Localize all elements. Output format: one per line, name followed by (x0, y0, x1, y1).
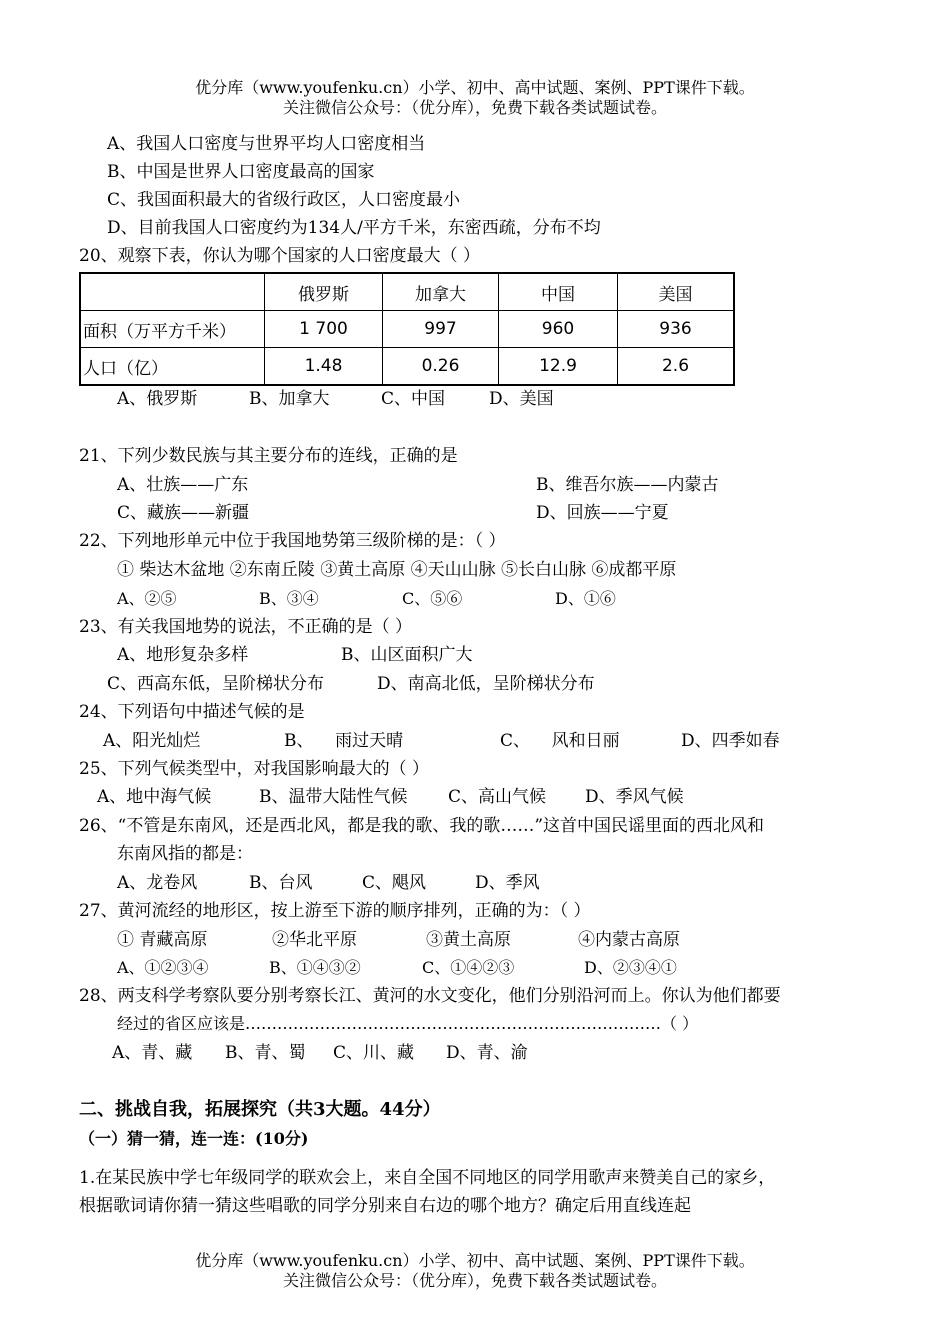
q22-option-b: B、③④ (259, 589, 319, 608)
q28-option-b: B、青、蜀 (225, 1043, 306, 1063)
q21-option-c: C、藏族——新疆 (117, 503, 250, 523)
q22-option-c: C、⑤⑥ (402, 589, 463, 608)
q27-stem: 27、黄河流经的地形区，按上游至下游的顺序排列，正确的为：（ ） (79, 901, 591, 921)
section2-paragraph-line1: 1.在某民族中学七年级同学的联欢会上，来自全国不同地区的同学用歌声来赞美自己的家乡， (79, 1168, 776, 1188)
section2-subtitle: （一）猜一猜，连一连：(10分) (79, 1129, 309, 1148)
table-cell: 12.9 (499, 348, 618, 386)
section2-paragraph-line2: 根据歌词请你猜一猜这些唱歌的同学分别来自右边的哪个地方？确定后用直线连起 (79, 1196, 691, 1216)
q24-option-b: B、 雨过天晴 (284, 731, 404, 751)
q25-stem: 25、下列气候类型中，对我国影响最大的（ ） (79, 759, 430, 779)
page-footer-line2: 关注微信公众号：（优分库），免费下载各类试题试卷。 (282, 1271, 667, 1290)
table-cell: 960 (499, 311, 618, 348)
q28-option-a: A、青、藏 (112, 1043, 193, 1063)
q28-option-c: C、川、藏 (333, 1043, 415, 1063)
q21-option-a: A、壮族——广东 (117, 475, 249, 495)
q28-stem-line1: 28、两支科学考察队要分别考察长江、黄河的水文变化，他们分别沿河而上。你认为他们都要 (79, 986, 781, 1006)
q24-option-a: A、阳光灿烂 (103, 731, 201, 751)
q25-option-c: C、高山气候 (448, 787, 547, 807)
q27-item-1: ① 青藏高原 (117, 930, 208, 950)
q19-option-d: D、目前我国人口密度约为134人/平方千米，东密西疏，分布不均 (107, 218, 601, 238)
q22-option-a: A、②⑤ (117, 589, 177, 608)
page-header-line1: 优分库（www.youfenku.cn）小学、初中、高中试题、案例、PPT课件下载。 (195, 78, 755, 97)
q26-option-b: B、台风 (249, 873, 313, 893)
table-cell: 997 (383, 311, 499, 348)
q20-option-b: B、加拿大 (249, 389, 330, 409)
q19-option-c: C、我国面积最大的省级行政区，人口密度最小 (107, 190, 461, 210)
q27-item-4: ④内蒙古高原 (578, 930, 680, 950)
population-table (79, 272, 735, 386)
table-cell: 936 (618, 311, 735, 348)
q23-option-d: D、南高北低，呈阶梯状分布 (377, 674, 595, 694)
q28-stem-line2: 经过的省区应该是……………………………………………………………………（ ） (117, 1014, 699, 1033)
q21-option-d: D、回族——宁夏 (536, 503, 669, 523)
table-row-label: 面积（万平方千米） (80, 311, 265, 348)
q27-item-2: ②华北平原 (272, 930, 357, 950)
q21-option-b: B、维吾尔族——内蒙古 (536, 475, 719, 495)
q22-option-d: D、①⑥ (555, 589, 616, 608)
q27-option-c: C、①④②③ (422, 958, 515, 977)
q26-option-c: C、飓风 (362, 873, 427, 893)
q26-option-a: A、龙卷风 (117, 873, 198, 893)
q28-option-d: D、青、渝 (446, 1043, 528, 1063)
q23-stem: 23、有关我国地势的说法，不正确的是（ ） (79, 617, 413, 637)
table-row (80, 348, 734, 386)
q27-option-b: B、①④③② (269, 958, 361, 977)
q21-stem: 21、下列少数民族与其主要分布的连线，正确的是 (79, 446, 458, 466)
q24-option-d: D、四季如春 (681, 731, 780, 751)
page-header-line2: 关注微信公众号：（优分库），免费下载各类试题试卷。 (282, 98, 667, 117)
page-footer-line1: 优分库（www.youfenku.cn）小学、初中、高中试题、案例、PPT课件下载。 (195, 1251, 755, 1270)
q20-stem: 20、观察下表，你认为哪个国家的人口密度最大（ ） (79, 246, 481, 266)
table-row-label: 人口（亿） (80, 348, 265, 386)
q27-option-d: D、②③④① (584, 958, 677, 977)
q23-option-c: C、西高东低，呈阶梯状分布 (107, 674, 325, 694)
q19-option-a: A、我国人口密度与世界平均人口密度相当 (107, 134, 426, 154)
q20-option-d: D、美国 (489, 389, 554, 409)
table-header-row (80, 273, 734, 311)
q20-option-c: C、中国 (381, 389, 446, 409)
table-cell: 1.48 (265, 348, 383, 386)
q27-option-a: A、①②③④ (117, 958, 209, 977)
table-cell: 2.6 (618, 348, 735, 386)
q25-option-b: B、温带大陆性气候 (259, 787, 408, 807)
q26-option-d: D、季风 (475, 873, 540, 893)
q19-option-b: B、中国是世界人口密度最高的国家 (107, 162, 375, 182)
q24-option-c: C、 风和日丽 (500, 731, 620, 751)
q26-stem-line1: 26、“不管是东南风，还是西北风，都是我的歌、我的歌……”这首中国民谣里面的西北风和 (79, 816, 765, 836)
section2-title: 二、挑战自我，拓展探究（共3大题。44分） (79, 1099, 441, 1120)
q23-option-a: A、地形复杂多样 (117, 645, 249, 665)
q22-items: ① 柴达木盆地 ②东南丘陵 ③黄土高原 ④天山山脉 ⑤长白山脉 ⑥成都平原 (117, 560, 677, 580)
table-row (80, 311, 734, 348)
q24-stem: 24、下列语句中描述气候的是 (79, 702, 305, 722)
q25-option-d: D、季风气候 (585, 787, 684, 807)
q26-stem-line2: 东南风指的都是： (117, 844, 253, 864)
q27-item-3: ③黄土高原 (426, 930, 511, 950)
q25-option-a: A、地中海气候 (97, 787, 212, 807)
q22-stem: 22、下列地形单元中位于我国地势第三级阶梯的是：（ ） (79, 531, 506, 551)
table-header-cell (80, 273, 265, 311)
table-header-cell: 加拿大 (383, 273, 499, 311)
table-header-cell: 中国 (499, 273, 618, 311)
table-header-cell: 俄罗斯 (265, 273, 383, 311)
table-header-cell: 美国 (618, 273, 735, 311)
table-cell: 1 700 (265, 311, 383, 348)
q20-option-a: A、俄罗斯 (117, 389, 198, 409)
table-cell: 0.26 (383, 348, 499, 386)
q23-option-b: B、山区面积广大 (341, 645, 473, 665)
